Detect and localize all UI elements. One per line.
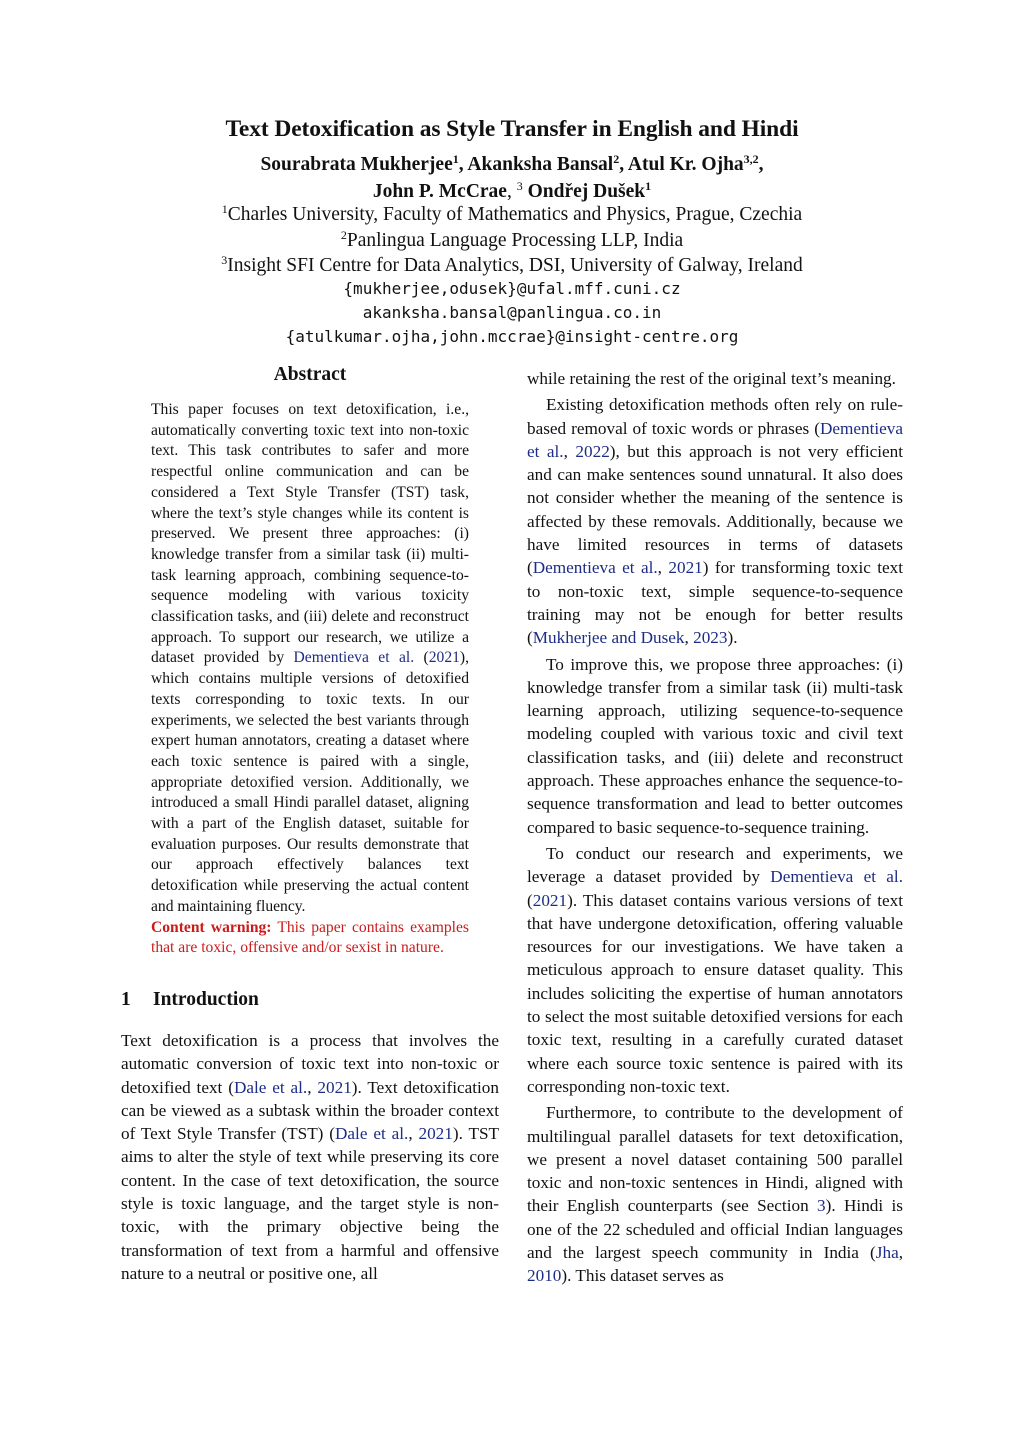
paper-title: Text Detoxification as Style Transfer in English and Hindi <box>225 116 799 142</box>
author-separator: , <box>619 154 628 175</box>
abstract-paragraph <box>151 400 469 918</box>
introduction-body-right <box>527 367 903 1288</box>
citation-year-link[interactable]: 2021 <box>317 1077 352 1097</box>
affil-text: Charles University, Faculty of Mathematics and Physics, Prague, Czechia <box>227 204 803 225</box>
body-text: ). <box>727 628 738 648</box>
body-text: ), but this approach is not very efficient and can make sentences sound unnatural. It also does not consider whether the meaning of the sentence is affected by these removals. Additionally, because we have limited resources in terms of datasets ( <box>527 441 903 578</box>
citation-link[interactable]: Dementieva et al. <box>293 649 415 667</box>
content-warning <box>151 918 469 959</box>
abstract-heading: Abstract <box>273 364 347 385</box>
body-text: ). This dataset contains various versions of text that have undergone detoxification, offering valuable resources for our investigations. We have taken a meticulous approach to ensure dataset quality. This includes soliciting the expertise of human annotators to select the most suitable detoxified versions for each toxic text, resulting in a carefully curated dataset where each source toxic sentence is paired with its corresponding non-toxic text. <box>527 890 903 1096</box>
citation-year-link[interactable]: 2021 <box>418 1124 453 1144</box>
body-text: , <box>307 1077 318 1097</box>
author-affil-mark: 3 <box>516 179 523 193</box>
abstract-body <box>151 400 469 959</box>
affiliation <box>0 254 1024 280</box>
email[interactable]: akanksha.bansal@panlingua.co.in <box>362 303 662 322</box>
citation-link[interactable]: Dale et al. <box>233 1077 308 1097</box>
author-name: John P. McCrae <box>372 181 507 202</box>
body-paragraph <box>527 393 903 649</box>
author-name: Ondřej Dušek <box>527 181 646 202</box>
body-text: , <box>408 1124 419 1144</box>
citation-link[interactable]: Dementieva et al. <box>770 867 903 887</box>
citation-year-link[interactable]: 2023 <box>693 628 728 648</box>
author-affil-mark: 1 <box>452 152 459 166</box>
body-paragraph <box>527 1101 903 1287</box>
body-text: , <box>563 441 576 461</box>
right-column <box>527 367 903 1288</box>
citation-year-link[interactable]: 2022 <box>575 441 610 461</box>
citation-year-link[interactable]: 2021 <box>668 558 703 578</box>
affiliation <box>0 229 1024 255</box>
content-warning-label: Content warning: <box>151 918 272 936</box>
author-affil-mark: 2 <box>613 152 620 166</box>
body-paragraph: while retaining the rest of the original text’s meaning. <box>527 369 896 388</box>
section-heading-introduction <box>121 989 499 1011</box>
body-text: , <box>684 628 694 648</box>
author-name: Akanksha Bansal <box>467 154 614 175</box>
author-line-2 <box>0 179 1024 206</box>
affil-mark: 3 <box>221 253 228 267</box>
body-text: , <box>898 1242 903 1262</box>
body-paragraph <box>121 1029 499 1285</box>
affiliation-list <box>0 203 1024 280</box>
body-paragraph: To improve this, we propose three approaches: (i) knowledge transfer from a similar task (ii) multi-task learning approach, utilizing sequence-to-sequence modeling coupled with various toxic and civil text classification tasks, and (iii) delete and reconstruct approach. These approaches enhance the sequence-to-sequence transformation and lead to better outcomes compared to basic sequence-to-sequence training. <box>527 654 903 837</box>
affil-mark: 1 <box>221 202 228 216</box>
citation-link[interactable]: Dementieva et al. <box>532 558 658 578</box>
citation-year-link[interactable]: 2021 <box>532 890 568 910</box>
section-ref-link[interactable]: 3 <box>817 1196 826 1216</box>
citation-link[interactable]: Dementieva et al. <box>527 418 903 461</box>
email[interactable]: {atulkumar.ojha,john.mccrae}@insight-centre.org <box>285 327 739 346</box>
email-list <box>0 277 1024 349</box>
citation-link[interactable]: Jha <box>875 1242 899 1262</box>
affil-mark: 2 <box>340 227 347 242</box>
email[interactable]: {mukherjee,odusek}@ufal.mff.cuni.cz <box>343 279 681 298</box>
author-list <box>0 152 1024 206</box>
body-text: ). TST aims to alter the style of text while preserving its core content. In the case of text detoxification, the source style is toxic language, and the target style is non-toxic, with the primary objective being the transformation of text from a harmful and offensive nature to a neutral or positive one, all <box>121 1124 499 1283</box>
body-text: Furthermore, to contribute to the development of multilingual parallel datasets for text detoxification, we present a novel dataset containing 500 parallel toxic and non-toxic sentences in Hindi, aligned with their English counterparts (see Section <box>527 1103 903 1216</box>
author-affil-mark: 1 <box>645 179 652 193</box>
author-separator: , <box>506 181 517 202</box>
body-text: Text detoxification is a process that involves the automatic conversion of toxic text into non-toxic or detoxified text ( <box>121 1030 499 1097</box>
author-separator: , <box>758 154 764 175</box>
body-text: Existing detoxification methods often rely on rule-based removal of toxic words or phrases ( <box>527 395 903 438</box>
section-title: Introduction <box>153 988 259 1010</box>
abstract-text: This paper focuses on text detoxification, i.e., automatically converting toxic text into non-toxic text. This task contributes to safer and more respectful online communication and can be considered a Text Style Transfer (TST) task, where the text’s style changes while its content is preserved. We present three approaches: (i) knowledge transfer from a similar task (ii) multi-task learning approach, combining sequence-to-sequence modeling with various toxicity classification tasks, and (iii) delete and reconstruct approach. To support our research, we utilize a dataset provided by <box>151 401 469 667</box>
body-text: ) for transforming toxic text to non-toxic text, simple sequence-to-sequence training may not be enough for better results ( <box>527 558 904 648</box>
abstract-text: ), which contains multiple versions of detoxified texts corresponding to toxic texts. In our experiments, we selected the best variants through expert human annotators, creating a dataset where each toxic sentence is paired with a single, appropriate detoxified version. Additionally, we introduced a small Hindi parallel dataset, aligning with a part of the English dataset, suitable for evaluation purposes. Our results demonstrate that our approach effectively balances text detoxification while preserving the actual content and maintaining fluency. <box>151 649 469 915</box>
author-affil-mark: 3,2 <box>743 152 759 166</box>
citation-link[interactable]: Dale et al. <box>335 1124 409 1144</box>
body-text: ). This dataset serves as <box>561 1266 724 1286</box>
affiliation <box>0 203 1024 229</box>
author-name: Sourabrata Mukherjee <box>260 154 453 175</box>
citation-year-link[interactable]: 2021 <box>428 649 460 667</box>
body-text: To conduct our research and experiments, we leverage a dataset provided by <box>527 843 903 887</box>
content-warning-text: This paper contains examples that are toxic, offensive and/or sexist in nature. <box>151 918 469 957</box>
affil-text: Panlingua Language Processing LLP, India <box>346 229 684 251</box>
citation-link[interactable]: Mukherjee and Dusek <box>532 628 685 648</box>
body-paragraph <box>527 842 903 1098</box>
affil-text: Insight SFI Centre for Data Analytics, DSI, University of Galway, Ireland <box>227 255 803 276</box>
body-text: , <box>657 558 669 578</box>
section-number: 1 <box>121 988 131 1010</box>
introduction-body-left <box>121 1029 499 1285</box>
abstract-text: ( <box>414 649 429 667</box>
left-column <box>121 364 499 1285</box>
author-name: Atul Kr. Ojha <box>627 154 744 175</box>
body-text: ). Hindi is one of the 22 scheduled and official Indian languages and the largest speech community in India ( <box>527 1196 903 1262</box>
body-text: ( <box>527 890 533 910</box>
author-line-1 <box>0 152 1024 179</box>
author-separator: , <box>458 154 468 175</box>
body-text: ). Text detoxification can be viewed as a subtask within the broader context of Text Style Transfer (TST) ( <box>121 1077 499 1144</box>
citation-year-link[interactable]: 2010 <box>527 1266 562 1286</box>
